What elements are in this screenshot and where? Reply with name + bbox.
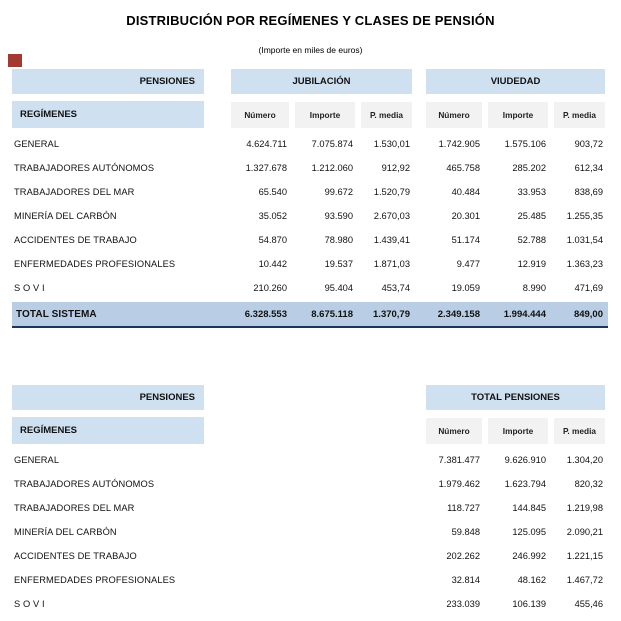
cell-value: 903,72	[574, 139, 603, 149]
total-label: TOTAL SISTEMA	[16, 308, 97, 320]
cell-value: 99.672	[324, 187, 353, 197]
row-label: ACCIDENTES DE TRABAJO	[14, 551, 137, 561]
column-header-row	[12, 417, 608, 444]
cell-value: 285.202	[512, 163, 546, 173]
col-header-importe: Importe	[488, 102, 548, 128]
cell-value: 202.262	[446, 551, 480, 561]
cell-value: 25.485	[517, 211, 546, 221]
cell-value: 20.301	[451, 211, 480, 221]
row-label: ENFERMEDADES PROFESIONALES	[14, 259, 176, 269]
cell-value: 59.848	[451, 527, 480, 537]
cell-value: 93.590	[324, 211, 353, 221]
total-pensiones-header: TOTAL PENSIONES	[426, 385, 605, 410]
cell-value: 78.980	[324, 235, 353, 245]
cell-value: 10.442	[258, 259, 287, 269]
group-header-row	[12, 69, 608, 94]
total-value: 6.328.553	[244, 308, 287, 320]
cell-value: 246.992	[512, 551, 546, 561]
table-row	[12, 520, 608, 544]
row-label: ENFERMEDADES PROFESIONALES	[14, 575, 176, 585]
total-sistema-row	[12, 302, 608, 328]
cell-value: 1.871,03	[373, 259, 410, 269]
cell-value: 35.052	[258, 211, 287, 221]
cell-value: 52.788	[517, 235, 546, 245]
row-label: TRABAJADORES DEL MAR	[14, 187, 135, 197]
cell-value: 1.575.106	[504, 139, 546, 149]
cell-value: 912,92	[381, 163, 410, 173]
cell-value: 95.404	[324, 283, 353, 293]
row-label: GENERAL	[14, 139, 60, 149]
cell-value: 455,46	[574, 599, 603, 609]
cell-value: 19.059	[451, 283, 480, 293]
cell-value: 9.477	[456, 259, 480, 269]
cell-value: 12.919	[517, 259, 546, 269]
page-subtitle: (Importe en miles de euros)	[258, 45, 363, 55]
table-jubilacion-viudedad	[12, 69, 608, 328]
cell-value: 612,34	[574, 163, 603, 173]
cell-value: 1.363,23	[566, 259, 603, 269]
table-row	[12, 276, 608, 300]
table-row	[12, 568, 608, 592]
total-value: 849,00	[573, 308, 603, 320]
cell-value: 1.623.794	[504, 479, 546, 489]
col-header-pmedia: P. media	[361, 102, 412, 128]
cell-value: 2.090,21	[566, 527, 603, 537]
table-row	[12, 228, 608, 252]
total-value: 2.349.158	[437, 308, 480, 320]
row-label: ACCIDENTES DE TRABAJO	[14, 235, 137, 245]
cell-value: 820,32	[574, 479, 603, 489]
total-value: 1.370,79	[373, 308, 410, 320]
cell-value: 40.484	[451, 187, 480, 197]
cell-value: 33.953	[517, 187, 546, 197]
cell-value: 1.304,20	[566, 455, 603, 465]
cell-value: 1.520,79	[373, 187, 410, 197]
cell-value: 1.212.060	[311, 163, 353, 173]
total-value: 1.994.444	[503, 308, 546, 320]
cell-value: 8.990	[522, 283, 546, 293]
cell-value: 4.624.711	[246, 139, 287, 149]
cell-value: 1.439,41	[373, 235, 410, 245]
col-header-pmedia: P. media	[554, 418, 605, 444]
row-label: TRABAJADORES DEL MAR	[14, 503, 135, 513]
cell-value: 233.039	[446, 599, 480, 609]
regimenes-header: REGÍMENES	[12, 101, 204, 128]
cell-value: 32.814	[451, 575, 480, 585]
col-header-numero: Número	[231, 102, 289, 128]
cell-value: 1.327.678	[245, 163, 287, 173]
red-marker-icon	[8, 54, 22, 67]
cell-value: 9.626.910	[504, 455, 546, 465]
table-row	[12, 132, 608, 156]
cell-value: 1.979.462	[438, 479, 480, 489]
cell-value: 210.260	[253, 283, 287, 293]
table-row	[12, 472, 608, 496]
row-label: MINERÍA DEL CARBÓN	[14, 211, 117, 221]
table-row	[12, 252, 608, 276]
row-label: TRABAJADORES AUTÓNOMOS	[14, 163, 155, 173]
cell-value: 453,74	[381, 283, 410, 293]
col-header-numero: Número	[426, 418, 482, 444]
row-label: TRABAJADORES AUTÓNOMOS	[14, 479, 155, 489]
table-row	[12, 204, 608, 228]
cell-value: 1.530,01	[373, 139, 410, 149]
total-value: 8.675.118	[311, 308, 353, 320]
cell-value: 838,69	[574, 187, 603, 197]
cell-value: 125.095	[512, 527, 546, 537]
cell-value: 65.540	[258, 187, 287, 197]
cell-value: 465.758	[446, 163, 480, 173]
col-header-importe: Importe	[488, 418, 548, 444]
cell-value: 144.845	[512, 503, 546, 513]
row-label: S O V I	[14, 283, 45, 293]
cell-value: 1.031,54	[566, 235, 603, 245]
cell-value: 1.255,35	[566, 211, 603, 221]
cell-value: 1.219,98	[566, 503, 603, 513]
table-row	[12, 448, 608, 472]
cell-value: 7.381.477	[438, 455, 480, 465]
row-label: GENERAL	[14, 455, 60, 465]
pensiones-header: PENSIONES	[12, 69, 204, 94]
cell-value: 471,69	[574, 283, 603, 293]
viudedad-header: VIUDEDAD	[426, 69, 605, 94]
cell-value: 7.075.874	[311, 139, 353, 149]
col-header-importe: Importe	[295, 102, 355, 128]
cell-value: 48.162	[517, 575, 546, 585]
table-row	[12, 496, 608, 520]
table-row	[12, 156, 608, 180]
table-row	[12, 592, 608, 616]
cell-value: 54.870	[258, 235, 287, 245]
table-row	[12, 180, 608, 204]
group-header-row	[12, 385, 608, 410]
col-header-pmedia: P. media	[554, 102, 605, 128]
cell-value: 1.221,15	[566, 551, 603, 561]
pensiones-header: PENSIONES	[12, 385, 204, 410]
jubilacion-header: JUBILACIÓN	[231, 69, 412, 94]
table-row	[12, 544, 608, 568]
cell-value: 1.742.905	[438, 139, 480, 149]
cell-value: 118.727	[447, 503, 480, 513]
cell-value: 19.537	[324, 259, 353, 269]
column-header-row	[12, 101, 608, 128]
cell-value: 2.670,03	[373, 211, 410, 221]
col-header-numero: Número	[426, 102, 482, 128]
cell-value: 51.174	[451, 235, 480, 245]
regimenes-header: REGÍMENES	[12, 417, 204, 444]
row-label: MINERÍA DEL CARBÓN	[14, 527, 117, 537]
cell-value: 106.139	[512, 599, 546, 609]
row-label: S O V I	[14, 599, 45, 609]
cell-value: 1.467,72	[566, 575, 603, 585]
page-title: DISTRIBUCIÓN POR REGÍMENES Y CLASES DE PENSIÓN	[126, 13, 495, 28]
table-total-pensiones	[12, 385, 608, 616]
